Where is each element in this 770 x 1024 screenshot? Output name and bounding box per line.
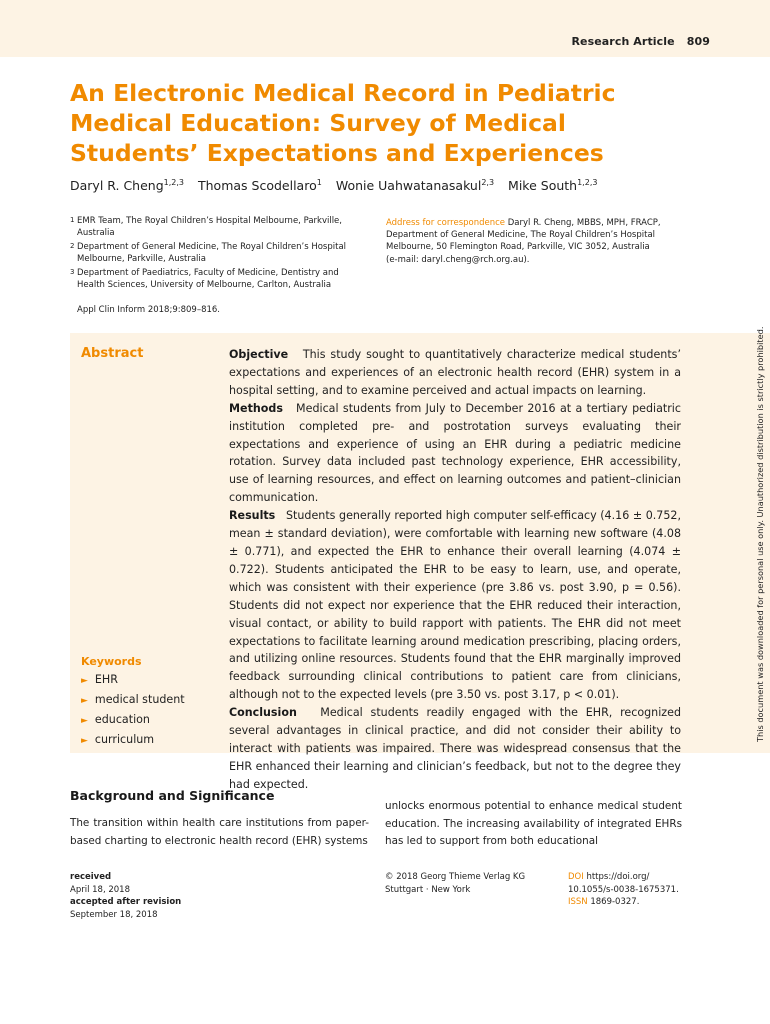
correspondence-label: Address for correspondence bbox=[386, 218, 506, 228]
affiliation: 3 Department of Paediatrics, Faculty of Medicine, Dentistry and Health Sciences, University of Melbourne, Carlton, Australia bbox=[70, 268, 339, 290]
citation: Appl Clin Inform 2018;9:809–816. bbox=[77, 305, 220, 315]
abstract-methods: Methods Medical students from July to December 2016 at a tertiary pediatric institution completed pre- and postrotation surveys evaluating their expectations and experience of using an EHR during a pediatric medicine rotation. Survey data included past technology experience, EHR accessibility, use of learning resources, and effect on learning outcomes and patient–clinician communication. bbox=[229, 401, 681, 505]
article-title: An Electronic Medical Record in Pediatric Medical Education: Survey of Medical Students’ Expectations and Experiences bbox=[70, 79, 616, 167]
issn-label: ISSN bbox=[568, 897, 588, 908]
abstract-results: Results Students generally reported high computer self-efficacy (4.16 ± 0.752, mean ± standard deviation), were comfortable with learning new software (4.08 ± 0.771), and expected the EHR to enhance their overall learning (4.074 ± 0.722). Students anticipated the EHR to be easy to learn, use, and operate, which was consistent with their experience (pre 3.86 vs. post 3.90, p = 0.56). Students did not expect nor experience that the EHR reduced their interaction, visual contact, or ability to build rapport with patients. The EHR did not meet expectations to facilitate learning around medication prescribing, placing orders, and utilizing online resources. Students found that the EHR marginally improved feedback surrounding clinical contributions to patient care from clinicians, although not to the expected levels (pre 3.50 vs. post 3.17, p < 0.01). bbox=[229, 509, 681, 702]
header-band bbox=[0, 0, 770, 57]
keyword-item: ► EHR bbox=[81, 673, 118, 686]
body-text-left: The transition within health care institutions from paper-based charting to electronic health record (EHR) systems bbox=[70, 817, 369, 847]
keyword-item: ► curriculum bbox=[81, 732, 155, 746]
abstract-conclusion: Conclusion Medical students readily engaged with the EHR, recognized several advantages in clinical practice, and did not consider their ability to interact with patients was impaired. There was widespread consensus that the EHR enhanced their learning and clinician’s feedback, but not to the degree they had expected. bbox=[229, 706, 681, 791]
doi-block: DOI https://doi.org/ 10.1055/s-0038-1675371. ISSN 1869-0327. bbox=[568, 872, 679, 908]
abstract-body bbox=[229, 346, 681, 794]
dates-block: received April 18, 2018 accepted after revision September 18, 2018 bbox=[70, 872, 182, 920]
section-heading: Background and Significance bbox=[70, 788, 275, 803]
arrow-icon: ► bbox=[81, 715, 88, 726]
author: Daryl R. Cheng$^{1,2,3}$ bbox=[70, 178, 185, 194]
arrow-icon: ► bbox=[81, 676, 88, 686]
affiliation: 2 Department of General Medicine, The Royal Children’s Hospital Melbourne, Parkville, Australia bbox=[70, 242, 347, 264]
author-list bbox=[70, 178, 607, 193]
affiliation: 1 EMR Team, The Royal Children’s Hospital Melbourne, Parkville, Australia bbox=[70, 216, 342, 238]
abstract-objective: Objective This study sought to quantitatively characterize medical students’ expectations and experiences of an electronic health record (EHR) system in a hospital setting, and to examine perceived and actual impacts on learning. bbox=[229, 348, 681, 397]
correspondence: Address for correspondence Daryl R. Cheng, MBBS, MPH, FRACP, Department of General Medicine, The Royal Children’s Hospital Melbourne, 50 Flemington Road, Parkville, VIC 3052, Australia (e-mail: daryl.cheng@rch.org.au). bbox=[386, 218, 661, 265]
author: Thomas Scodellaro$^1$ bbox=[198, 178, 322, 194]
abstract-heading: Abstract bbox=[81, 346, 144, 361]
distribution-notice: This document was downloaded for personal use only. Unauthorized distribution is strictly prohibited. bbox=[755, 326, 765, 742]
keyword-item: ► medical student bbox=[81, 692, 185, 706]
keyword-list bbox=[81, 671, 185, 751]
running-head bbox=[571, 35, 710, 48]
keyword-item: ► education bbox=[81, 712, 150, 726]
body-text-right: unlocks enormous potential to enhance medical student education. The increasing availability of integrated EHRs has led to support from both educational bbox=[385, 800, 682, 847]
section-label: Research Article bbox=[571, 35, 675, 48]
page-number: 809 bbox=[686, 35, 710, 48]
arrow-icon: ► bbox=[81, 735, 88, 746]
author: Mike South$^{1,2,3}$ bbox=[508, 178, 598, 194]
author: Wonie Uahwatanasakul$^{2,3}$ bbox=[335, 178, 495, 194]
copyright-block: © 2018 Georg Thieme Verlag KG Stuttgart · New York bbox=[385, 872, 526, 895]
doi-label: DOI bbox=[568, 872, 584, 882]
keywords-heading: Keywords bbox=[81, 655, 142, 668]
doi-link[interactable]: https://doi.org/ bbox=[586, 872, 650, 882]
arrow-icon: ► bbox=[81, 695, 88, 706]
